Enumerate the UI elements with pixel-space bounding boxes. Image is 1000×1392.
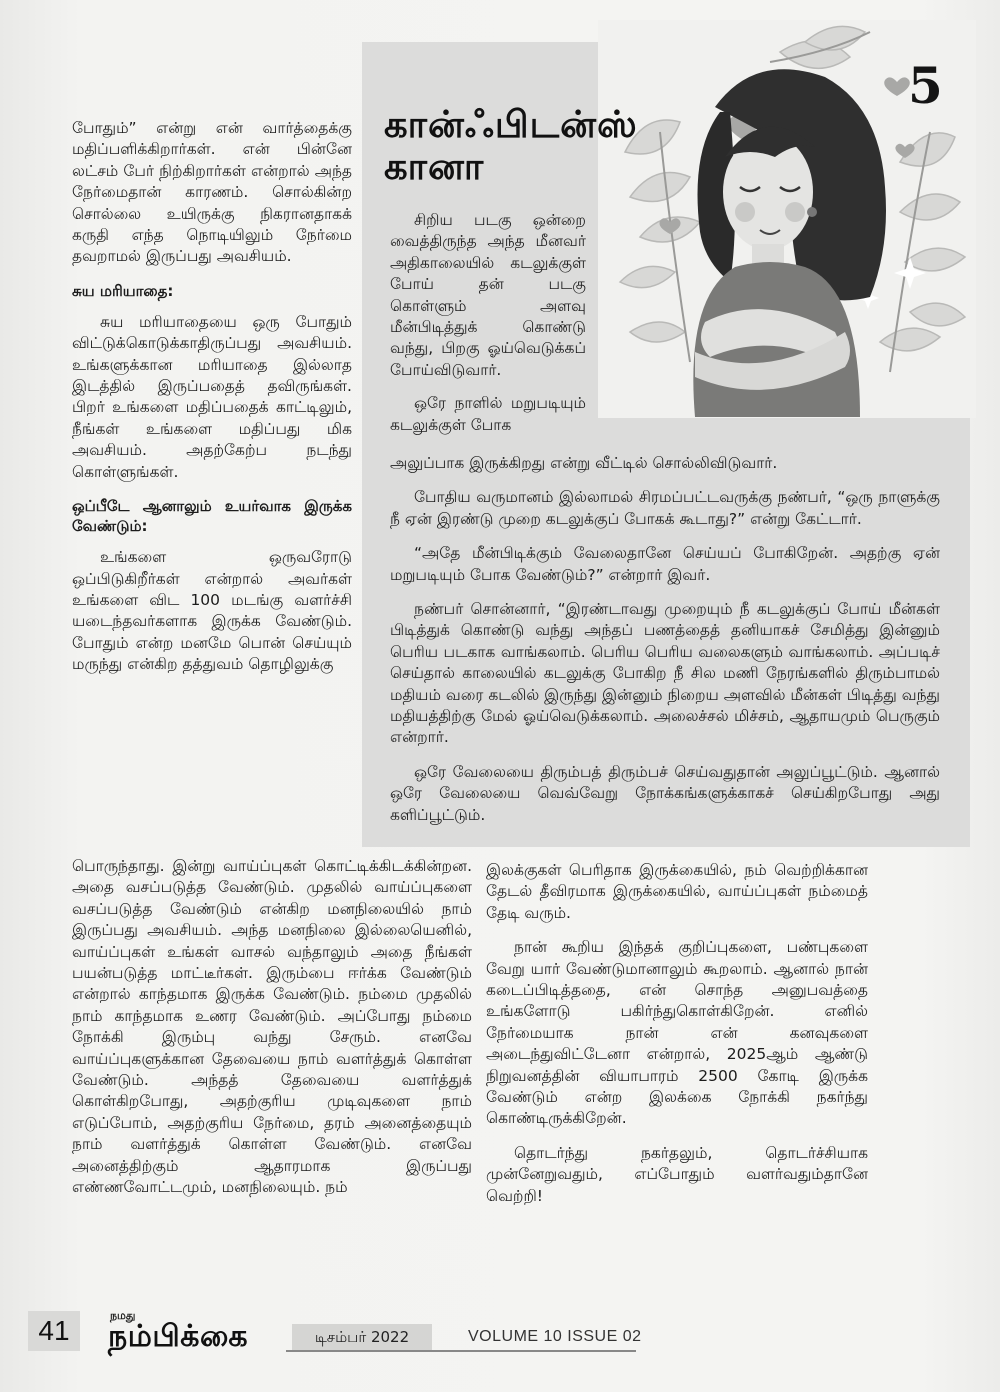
paragraph: பொருந்தாது. இன்று வாய்ப்புகள் கொட்டிக்கிடக்கின்றன. அதை வசப்படுத்த வேண்டும். முதலில் வாய்ப்புகளை வசப்படுத்த வேண்டும் என்கிற மனநிலையில் நாம் இருப்பது அவசியம். அந்த மனநிலை இல்லையெனில், வாய்ப்புகள் உங்கள் வாசல் வந்தாலும் அதை நீங்கள் பயன்படுத்த மாட்டீர்கள். இரும்பை ஈர்க்க வேண்டும் என்றால் காந்தமாக இருக்க வேண்டும். நம்மை முதலில் நாம் காந்தமாக உணர வேண்டும். அப்போது நம்மை நோக்கி இரும்பு வந்து சேரும். எனவே வாய்ப்புகளுக்கான தேவையை நாம் வளர்த்துக் கொள்ள வேண்டும். அந்தத் தேவையை வளர்த்துக் கொள்கிறபோது, அதற்குரிய முடிவுகளை நாம் எடுப்போம், அதற்குரிய நேர்மை, தரம் அனைத்தையும் நாம் வளர்த்துக் கொள்ள வேண்டும். எனவே அனைத்திற்கும் ஆதாரமாக இருப்பது எண்ணவோட்டமும், மனநிலையும். நம் bbox=[72, 857, 472, 1197]
left-column bbox=[72, 118, 352, 689]
story-title: கான்ஃபிடன்ஸ் கானா bbox=[384, 103, 638, 188]
story-wide-column bbox=[390, 455, 940, 839]
issue-month: டிசம்பர் 2022 bbox=[292, 1324, 432, 1350]
footer-rule bbox=[286, 1350, 636, 1352]
story-paragraph: சிறிய படகு ஒன்றை வைத்திருந்த அந்த மீனவர் அதிகாலையில் கடலுக்குள் போய் தன் படகு கொள்ளும் அளவு மீன்பிடித்துக் கொண்டு வந்து, பிறகு ஓய்வெடுக்கப் போய்விடுவார். bbox=[390, 211, 586, 379]
volume-issue: VOLUME 10 ISSUE 02 bbox=[468, 1328, 642, 1345]
story-narrow-column bbox=[390, 210, 586, 448]
right-column bbox=[486, 860, 868, 1220]
paragraph: தொடர்ந்து நகர்தலும், தொடர்ச்சியாக முன்னேறுவதும், எப்போதும் வளர்வதும்தானே வெற்றி! bbox=[486, 1143, 868, 1205]
story-paragraph: நண்பர் சொன்னார், “இரண்டாவது முறையும் நீ கடலுக்குப் போய் மீன்கள் பிடித்துக் கொண்டு வந்து அந்தப் பணத்தைத் தனியாகச் சேமித்து இன்னும் பெரிய படகாக வாங்கலாம். பெரிய பெரிய வலைகளும் வாங்கலாம். அப்படிச் செய்தால் காலையில் கடலுக்கு போகிற நீ சில மணி நேரங்களில் திரும்பாமல் மதியம் வரை கடலில் இருந்து இன்னும் நிறைய அளவில் மீன்கள் பிடித்து வந்து மதியத்திற்கு மேல் ஓய்வெடுக்கலாம். அலைச்சல் மிச்சம், ஆதாயமும் பெருகும் என்றார். bbox=[390, 600, 940, 747]
section-heading: சுய மரியாதை: bbox=[72, 281, 174, 300]
story-paragraph: ஒரே நாளில் மறுபடியும் கடலுக்குள் போக bbox=[390, 394, 586, 434]
story-paragraph: ஒரே வேலையை திரும்பத் திரும்பச் செய்வதுதான் அலுப்பூட்டும். ஆனால் ஒரே வேலையை வெவ்வேறு நோக்கங்களுக்காகச் செய்கிறபோது அது களிப்பூட்டும். bbox=[390, 762, 940, 824]
paragraph: இலக்குகள் பெரிதாக இருக்கையில், நம் வெற்றிக்கான தேடல் தீவிரமாக இருக்கையில், வாய்ப்புகள் நம்மைத் தேடி வரும். bbox=[486, 861, 868, 922]
magazine-logo-small: நமது bbox=[110, 1309, 136, 1322]
paragraph: சுய மரியாதையை ஒரு போதும் விட்டுக்கொடுக்காதிருப்பது அவசியம். உங்களுக்கான மரியாதை இல்லாத இடத்தில் இருப்பதைத் தவிருங்கள். பிறர் உங்களை மதிப்பதைக் காட்டிலும், நீங்கள் உங்களை மதிப்பது மிக அவசியம். அதற்கேற்ப நடந்து கொள்ளுங்கள். bbox=[72, 312, 352, 481]
paragraph: நான் கூறிய இந்தக் குறிப்புகளை, பண்புகளை வேறு யார் வேண்டுமானாலும் கூறலாம். ஆனால் நான் கடைப்பிடித்ததை, என் சொந்த அனுபவத்தை உங்களோடு பகிர்ந்துகொள்கிறேன். எனில் நேர்மையாக நான் என் கனவுகளை அடைந்துவிட்டேனா என்றால், 2025ஆம் ஆண்டு நிறுவனத்தின் வியாபாரம் 2500 கோடி இருக்க வேண்டும் என்ற இலக்கை நோக்கி நகர்ந்து கொண்டிருக்கிறேன். bbox=[486, 938, 868, 1128]
page-number: 41 bbox=[28, 1311, 80, 1351]
paragraph: உங்களை ஒருவரோடு ஒப்பிடுகிறீர்கள் என்றால் அவர்கள் உங்களை விட 100 மடங்கு வளர்ச்சி யடைந்தவர்களாக இருக்க வேண்டும். போதும் என்ற மனமே பொன் செய்யும் மருந்து என்கிற தத்துவம் தொழிலுக்கு bbox=[72, 548, 352, 674]
magazine-logo: நம்பிக்கை bbox=[108, 1319, 249, 1354]
lower-left-column bbox=[72, 856, 472, 1212]
story-paragraph: “அதே மீன்பிடிக்கும் வேலைதானே செய்யப் போகிறேன். அதற்கு ஏன் மறுபடியும் போக வேண்டும்?” என்றார் இவர். bbox=[390, 544, 940, 584]
paragraph: போதும்” என்று என் வார்த்தைக்கு மதிப்பளிக்கிறார்கள். என் பின்னே லட்சம் பேர் நிற்கிறார்கள் என்றால் அந்த நேர்மைதான் காரணம். சொல்கின்ற சொல்லை உயிருக்கு நிகரானதாகக் கருதி எந்த நொடியிலும் நேர்மை தவறாமல் இருப்பது அவசியம். bbox=[72, 119, 352, 266]
story-paragraph: போதிய வருமானம் இல்லாமல் சிரமப்பட்டவருக்கு நண்பர், “ஒரு நாளுக்கு நீ ஏன் இரண்டு முறை கடலுக்குப் போகக் கூடாது?” என்று கேட்டார். bbox=[390, 488, 940, 528]
section-heading: ஒப்பீடே ஆனாலும் உயர்வாக இருக்க வேண்டும்: bbox=[72, 497, 352, 536]
story-paragraph-cont: அலுப்பாக இருக்கிறது என்று வீட்டில் சொல்லிவிடுவார். bbox=[390, 454, 778, 472]
article-number: 5 bbox=[908, 56, 943, 115]
